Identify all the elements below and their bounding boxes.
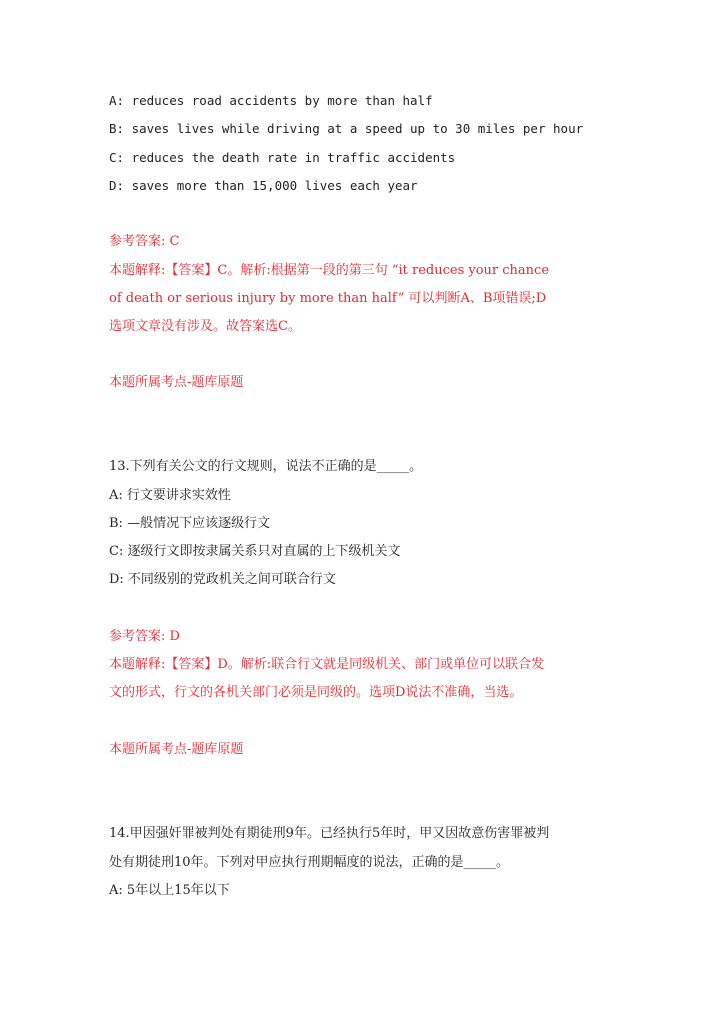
q12-explanation-line-1: 本题解释:【答案】C。解析:根据第一段的第三句 “it reduces your chance <box>109 263 550 278</box>
q13-question: 13.下列有关公文的行文规则，说法不正确的是_____。 <box>109 459 423 474</box>
q13-option-d: D: 不同级别的党政机关之间可联合行文 <box>109 572 336 587</box>
q13-option-b: B: —般情况下应该逐级行文 <box>109 516 271 531</box>
q12-explanation-line-3: 选项文章没有涉及。故答案选C。 <box>109 319 301 334</box>
q13-source: 本题所属考点-题库原题 <box>109 742 244 757</box>
q13-explanation-line-2: 文的形式，行文的各机关部门必须是同级的。选项D说法不准确，当选。 <box>109 685 523 700</box>
q12-explanation-line-2: of death or serious injury by more than half” 可以判断A、B项错误;D <box>109 291 547 306</box>
q13-option-a: A: 行文要讲求实效性 <box>109 488 231 503</box>
q14-question-line-1: 14.甲因强奸罪被判处有期徒刑9年。已经执行5年时，甲又因故意伤害罪被判 <box>109 826 550 841</box>
q12-option-b: B: saves lives while driving at a speed up to 30 miles per hour <box>109 121 584 136</box>
q13-explanation-line-1: 本题解释:【答案】D。解析:联合行文就是同级机关、部门或单位可以联合发 <box>109 657 545 672</box>
q12-option-a: A: reduces road accidents by more than half <box>109 93 433 108</box>
q12-option-d: D: saves more than 15,000 lives each year <box>109 178 418 193</box>
q14-question-line-2: 处有期徒刑10年。下列对甲应执行刑期幅度的说法，正确的是_____。 <box>109 855 510 870</box>
q14-option-a: A: 5年以上15年以下 <box>109 883 230 898</box>
q12-option-c: C: reduces the death rate in traffic accidents <box>109 150 456 165</box>
q12-answer: 参考答案: C <box>109 234 180 249</box>
q13-answer: 参考答案: D <box>109 629 180 644</box>
q13-option-c: C: 逐级行文即按隶属关系只对直属的上下级机关文 <box>109 544 401 559</box>
q12-source: 本题所属考点-题库原题 <box>109 375 244 390</box>
